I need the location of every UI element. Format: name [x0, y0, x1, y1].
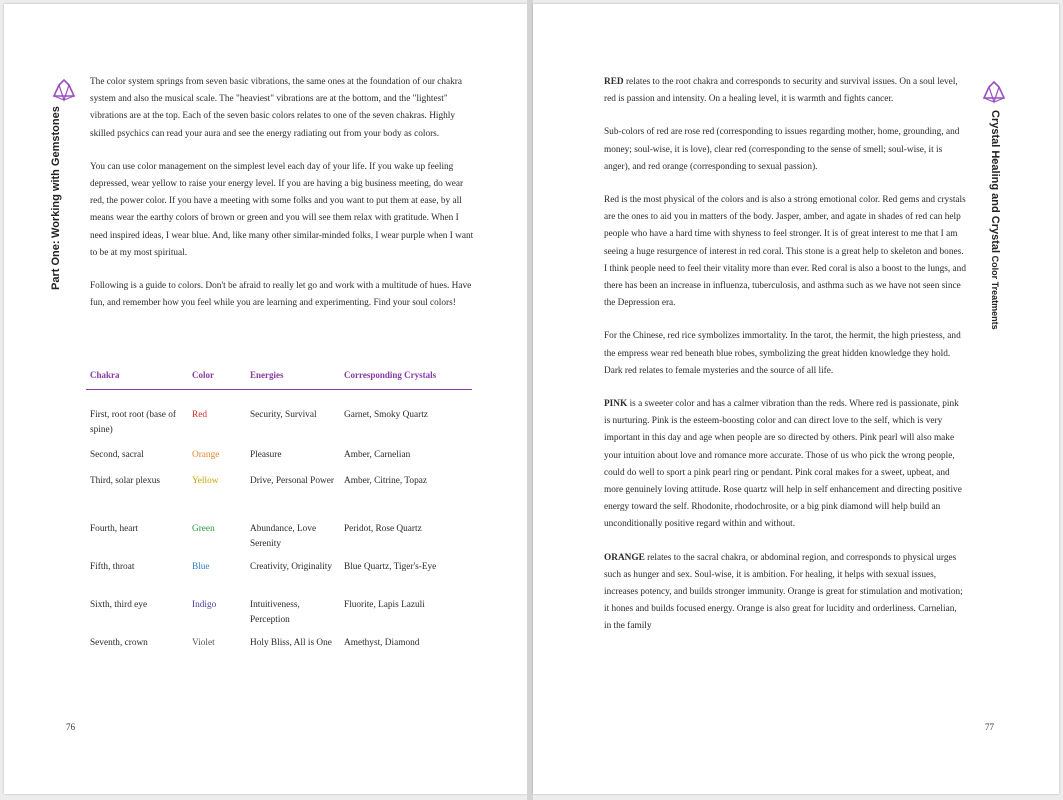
paragraph-text: Red is the most physical of the colors and is also a strong emotional color. Red gems and crystals are the ones to aid you in matters of the body. Jasper, amber, and agate in shades of red can help people who have a hard time with shyness to feel stronger. It is of great interest to me that I am seeing a huge resurgence of interest in red coral. This stone is a great help to skeleton and bones. I think people need to feel their vitality more than ever. Red coral is also a boost to the lungs, and there has been an increase in influenza, tuberculosis, and asthma such as we have not seen since the Depression era.	[604, 195, 966, 309]
energies-cell: Abundance, Love Serenity	[250, 524, 317, 549]
paragraph-text: relates to the sacral chakra, or abdominal region, and corresponds to physical urges such as hunger and sex. Soul-wise, it is ambition. For healing, it helps with sexual issues, increases potency, and builds stronger immunity. Orange is great for stimulation and motivation; it hones and builds focused energy. Orange is also great for lucidity and orderliness. Carnelian, in the family	[604, 552, 963, 632]
energies-cell: Drive, Personal Power	[250, 476, 334, 486]
paragraph-lead: RED	[604, 77, 624, 87]
color-cell: Green	[192, 524, 215, 534]
table-row	[86, 636, 472, 651]
crystals-cell: Blue Quartz, Tiger's-Eye	[344, 562, 437, 572]
running-head-title: Working with Gemstones	[50, 106, 62, 238]
chakra-cell: Fifth, throat	[90, 562, 135, 572]
paragraph: You can use color management on the simplest level each day of your life. If you wake up feeling depressed, wear yellow to raise your energy level. If you are having a big business meeting, do wear red, the power color. If you have a meeting with some folks and you want to put them at ease, by all means wear the earthy colors of brown or green and you will see them relax with gratitude. When I need inspired ideas, I wear blue. And, like many other similar-minded folks, I wear purple when I want to be at my most spiritual.	[90, 161, 474, 258]
crystals-cell: Amber, Citrine, Topaz	[344, 476, 427, 486]
table-row	[86, 522, 472, 560]
paragraph	[604, 550, 966, 636]
energies-cell: Pleasure	[250, 450, 282, 460]
chakra-cell: Seventh, crown	[90, 638, 148, 648]
right-body	[604, 74, 966, 636]
color-cell: Violet	[192, 638, 215, 648]
crystals-cell: Amber, Carnelian	[344, 450, 411, 460]
right-running-head	[989, 110, 1001, 330]
table-header-row	[86, 368, 472, 390]
page-number-right: 77	[985, 722, 994, 732]
column-header-chakra: Chakra	[86, 368, 188, 390]
paragraph: The color system springs from seven basic vibrations, the same ones at the foundation of our chakra system and also the musical scale. The "heaviest" vibrations are at the bottom, and the "lightest" vibrations are at the top. Each of the seven basic colors relates to one of the seven chakras. Highly skilled psychics can read your aura and see the energy radiating out from your body as colors.	[90, 77, 463, 139]
paragraph	[604, 192, 966, 312]
running-head-subtitle: Color Treatments	[990, 255, 1000, 330]
column-header-color: Color	[188, 368, 246, 390]
crystal-logo-icon	[980, 78, 1008, 106]
energies-cell: Holy Bliss, All is One	[250, 638, 332, 648]
crystal-logo-icon	[50, 76, 78, 104]
left-body	[90, 74, 476, 328]
chakra-cell: Fourth, heart	[90, 524, 139, 534]
running-head-title: Crystal Healing and Crystal	[989, 110, 1001, 254]
column-header-crystals: Corresponding Crystals	[340, 368, 472, 390]
paragraph-lead: PINK	[604, 399, 628, 410]
table-row	[86, 390, 472, 449]
chakra-color-table	[86, 368, 472, 651]
color-cell: Orange	[192, 450, 220, 460]
chakra-cell: Second, sacral	[90, 450, 144, 460]
energies-cell: Security, Survival	[250, 410, 317, 420]
page-number-left: 76	[66, 722, 75, 732]
chakra-cell: Third, solar plexus	[90, 476, 160, 486]
paragraph	[604, 74, 966, 108]
running-head-part: Part One:	[50, 240, 62, 290]
energies-cell: Creativity, Originality	[250, 562, 333, 572]
paragraph-lead: ORANGE	[604, 552, 645, 563]
table-row	[86, 598, 472, 636]
color-cell: Red	[192, 410, 207, 420]
chakra-cell: Sixth, third eye	[90, 600, 148, 610]
left-running-head	[50, 106, 62, 290]
color-cell: Yellow	[192, 476, 219, 486]
crystals-cell: Amethyst, Diamond	[344, 638, 420, 648]
paragraph	[604, 328, 966, 380]
crystals-cell: Peridot, Rose Quartz	[344, 524, 422, 534]
table-row	[86, 448, 472, 474]
column-header-energies: Energies	[246, 368, 340, 390]
crystals-cell: Fluorite, Lapis Lazuli	[344, 600, 425, 610]
paragraph	[604, 124, 966, 176]
energies-cell: Intuitiveness, Perception	[250, 600, 300, 625]
table-row	[86, 560, 472, 598]
paragraph-text: For the Chinese, red rice symbolizes immortality. In the tarot, the hermit, the high priestess, and the empress wear red beneath blue robes, symbolizing the great hidden knowledge they hold. Dark red relates to female mysteries and the source of all life.	[604, 331, 961, 376]
paragraph-text: relates to the root chakra and corresponds to security and survival issues. On a soul level, red is passion and intensity. On a healing level, it is warmth and fights cancer.	[604, 77, 958, 105]
crystals-cell: Garnet, Smoky Quartz	[344, 410, 428, 420]
table-row	[86, 474, 472, 522]
paragraph	[604, 396, 966, 534]
paragraph-text: is a sweeter color and has a calmer vibration than the reds. Where red is passionate, pink is nurturing. Pink is the esteem-boosting color and can direct love to the self, which is very important in this day and age when people are so directed by others. Pink pearl will also make your intuition about love and romance more accurate. Those of us who pick the wrong people, could do well to sport a pink pearl ring or pendant. Pink coral makes for a sweet, upbeat, and more genuinely loving attitude. Rose quartz will help in self enhancement and directing positive energy toward the self. Rhodonite, rhodochrosite, or a big pink diamond will help build an unconditionally positive regard within and without.	[604, 399, 962, 530]
color-cell: Blue	[192, 562, 210, 572]
chakra-cell: First, root root (base of spine)	[90, 410, 176, 435]
paragraph-text: Sub-colors of red are rose red (corresponding to issues regarding mother, home, grounding, and money; soul-wise, it is love), clear red (corresponding to the sense of smell; soul-wise, it is anger), and red orange (corresponding to sexual passion).	[604, 127, 960, 172]
color-cell: Indigo	[192, 600, 217, 610]
paragraph: Following is a guide to colors. Don't be afraid to really let go and work with a multitude of hues. Have fun, and remember how you feel while you are learning and experimenting. Find your soul colors!	[90, 281, 472, 309]
